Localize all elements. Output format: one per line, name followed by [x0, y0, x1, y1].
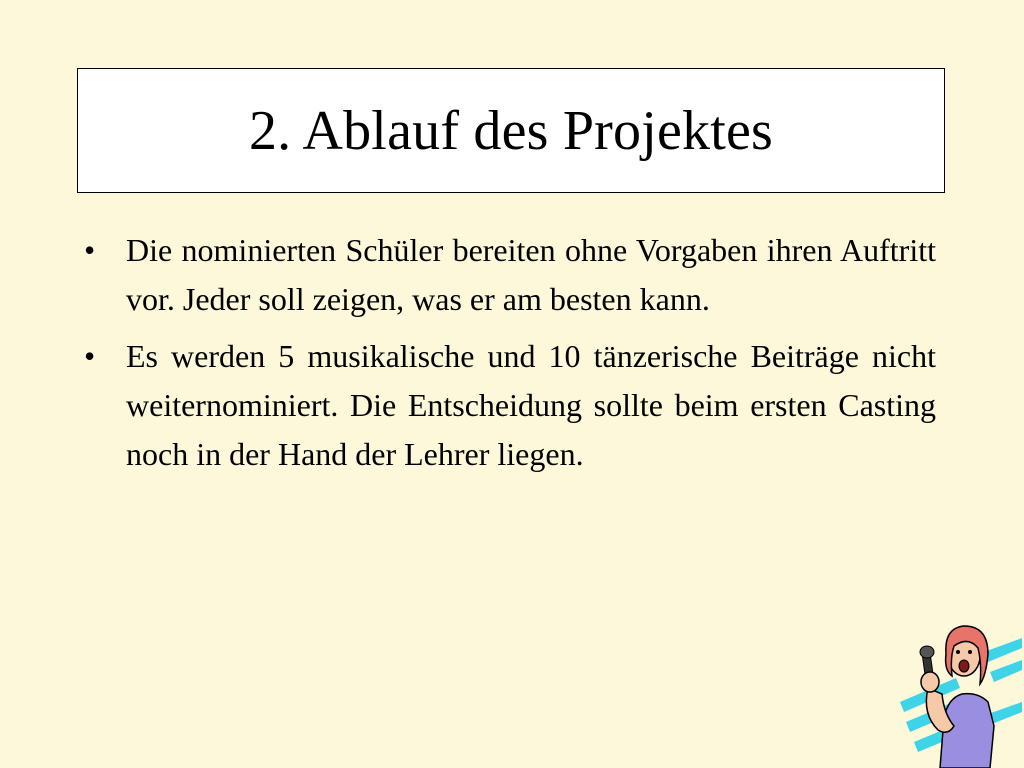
bullet-text: Es werden 5 musikalische und 10 tänzerische Beiträge nicht weiternominiert. Die Entscheidung sollte beim ersten Casting noch in der Hand der Lehrer liegen.	[126, 338, 936, 472]
slide-title: 2. Ablauf des Projektes	[248, 99, 774, 162]
bullet-marker: •	[84, 232, 96, 268]
bullet-item	[84, 332, 936, 479]
title-box	[77, 68, 945, 193]
bullet-item	[84, 226, 936, 324]
bullet-list	[84, 226, 936, 487]
singer-with-microphone-icon	[898, 618, 1024, 768]
bullet-text: Die nominierten Schüler bereiten ohne Vorgaben ihren Auftritt vor. Jeder soll zeigen, was er am besten kann.	[126, 232, 936, 317]
bullet-marker: •	[84, 338, 96, 374]
